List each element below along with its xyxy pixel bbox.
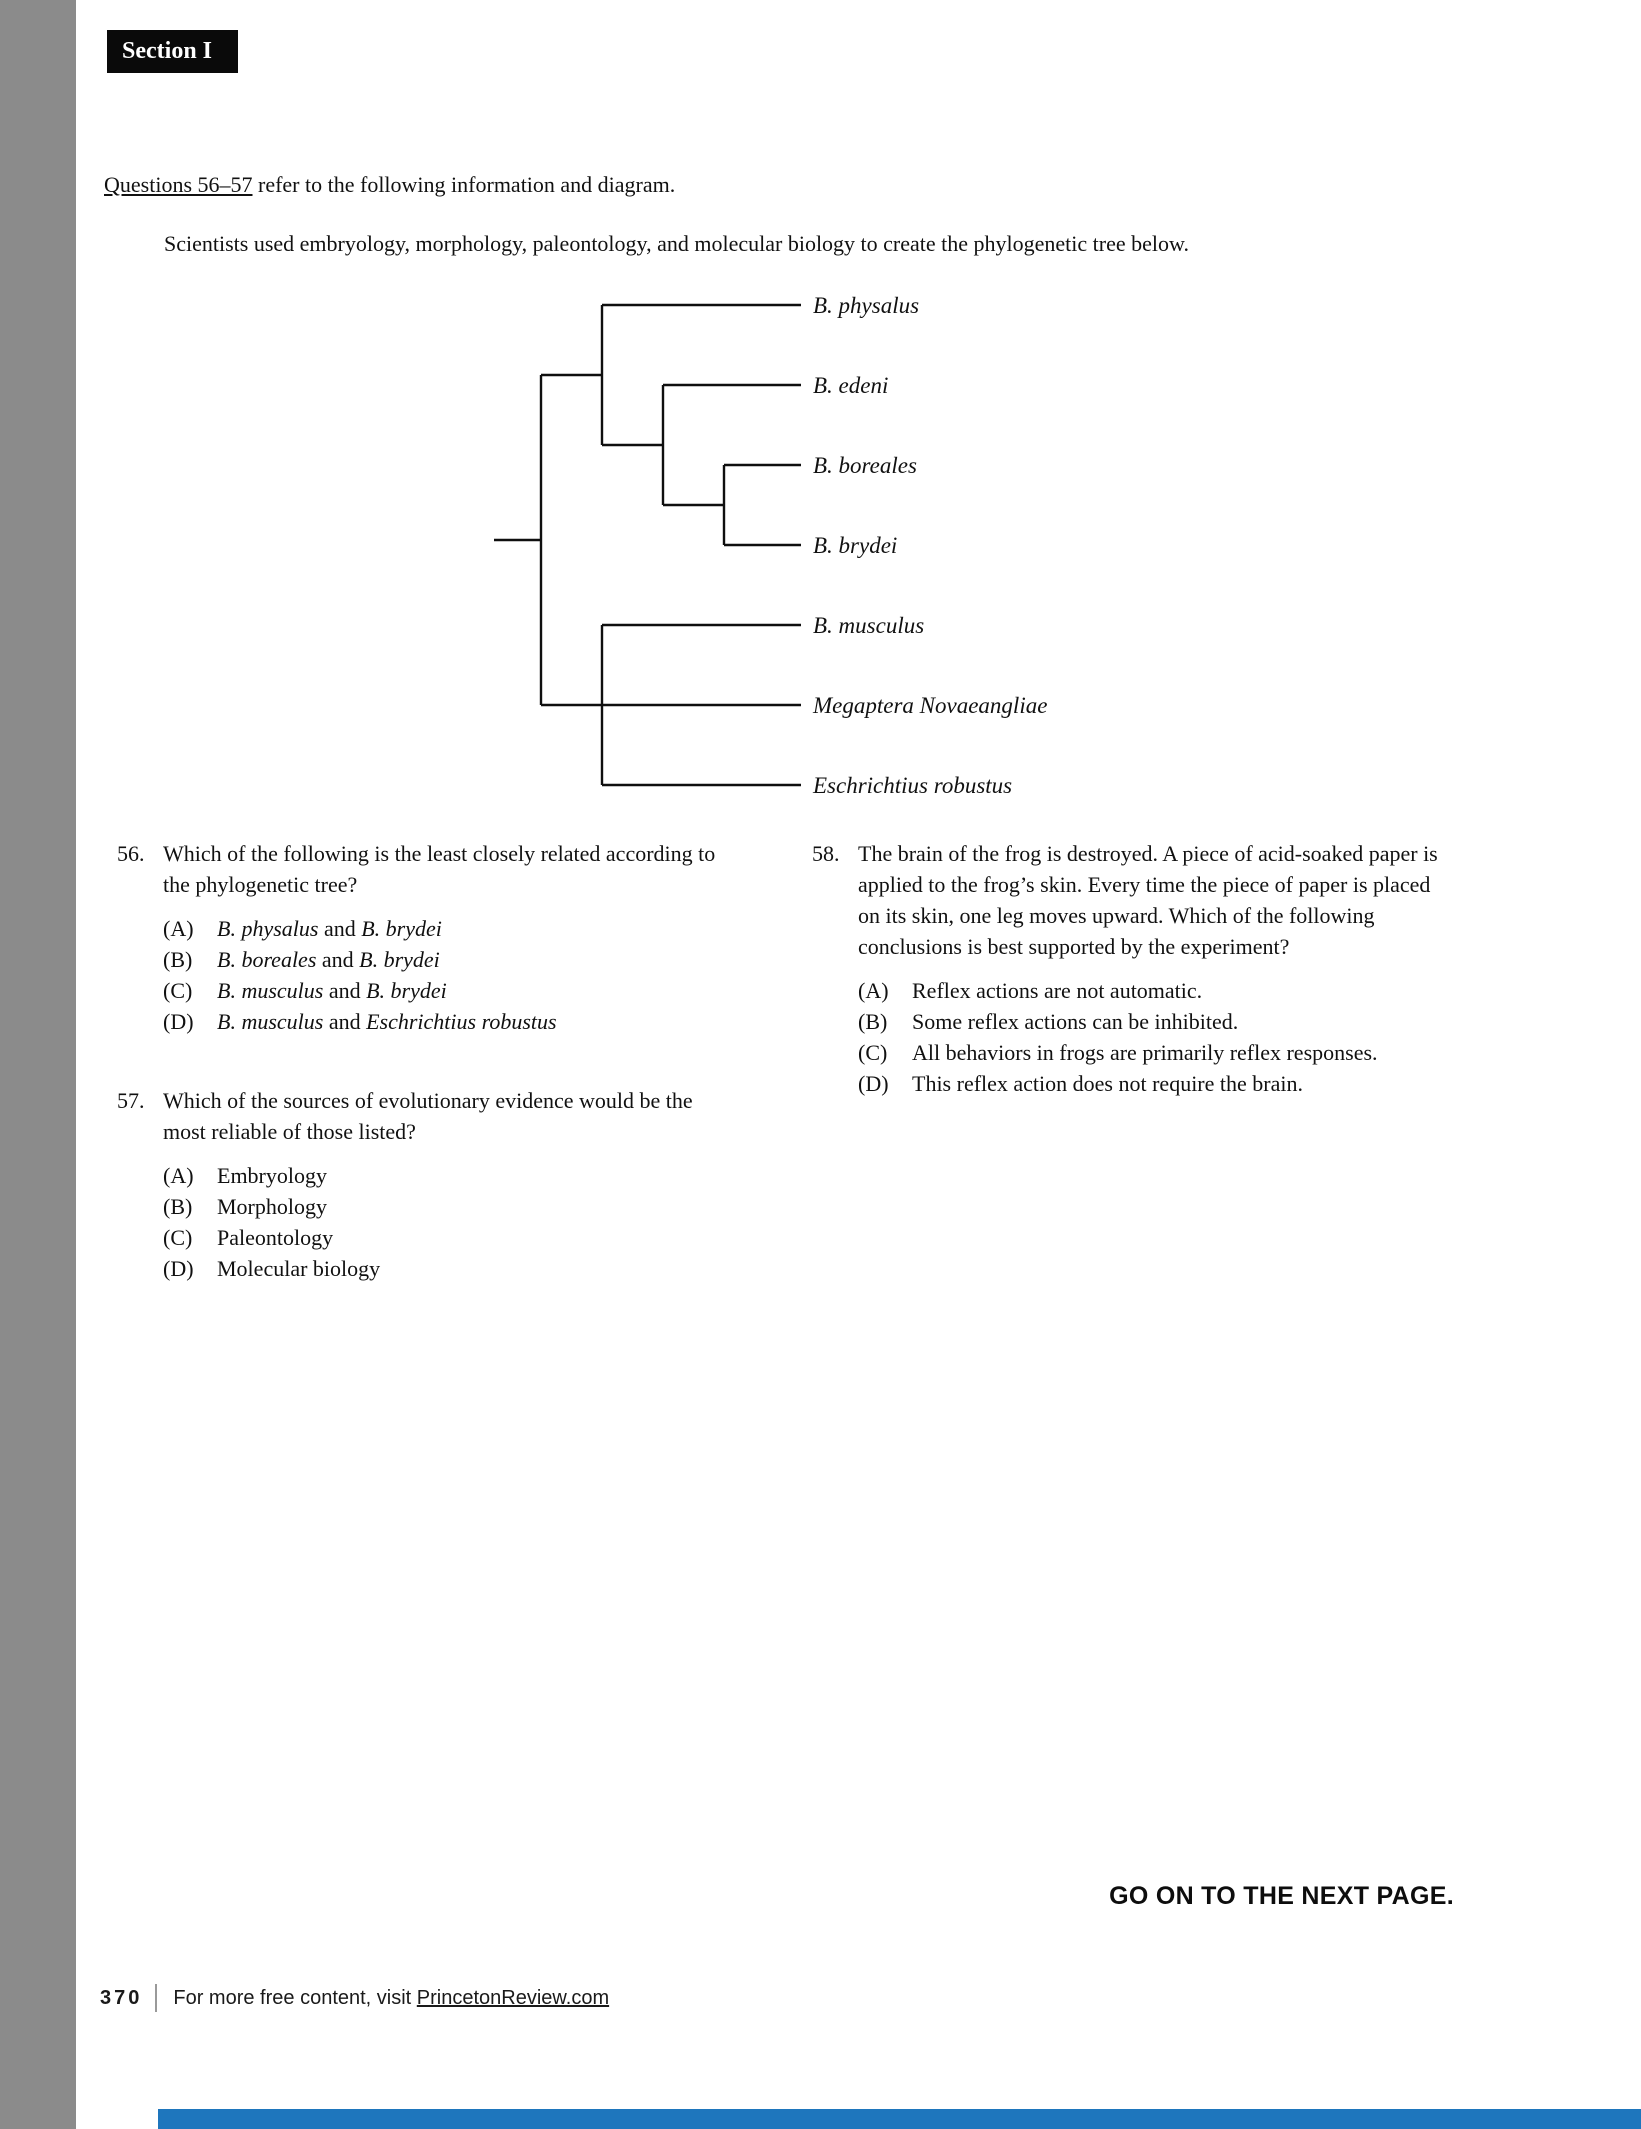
answer-choice [163, 1160, 723, 1191]
question-prompt: Which of the sources of evolutionary evidence would be the most reliable of those listed? [163, 1088, 693, 1144]
choice-letter: (B) [163, 1194, 193, 1219]
choice-letter: (C) [163, 1225, 193, 1250]
choice-text: Morphology [217, 1194, 327, 1219]
footer-text [173, 1987, 609, 2010]
choice-letter: (B) [858, 1009, 888, 1034]
question-prompt: The brain of the frog is destroyed. A piece of acid-soaked paper is applied to the frog’s skin. Every time the piece of paper is placed on its skin, one leg moves upward. Which of the following conclusions is best supported by the experiment? [858, 841, 1438, 959]
tree-taxon-label: B. boreales [813, 453, 917, 478]
choice-letter: (C) [163, 978, 193, 1003]
page-number: 370 [100, 1986, 143, 2009]
question-58 [812, 838, 1456, 1099]
tree-taxon-label: B. musculus [813, 613, 925, 638]
choice-text: Molecular biology [217, 1256, 381, 1281]
question-number: 57. [117, 1088, 145, 1113]
tree-taxon-label: B. edeni [813, 373, 889, 398]
tree-description: Scientists used embryology, morphology, paleontology, and molecular biology to create the phylogenetic tree below. [164, 231, 1189, 256]
section-label: Section I [107, 30, 238, 73]
answer-choice [163, 913, 723, 944]
choice-letter: (D) [163, 1009, 194, 1034]
phylogenetic-tree-diagram [0, 0, 1641, 900]
choice-letter: (C) [858, 1040, 888, 1065]
tree-taxon-label: B. brydei [813, 533, 898, 558]
questions-reference-rest: refer to the following information and diagram. [252, 172, 676, 197]
answer-choice [858, 975, 1456, 1006]
tree-taxon-label: B. physalus [813, 293, 920, 318]
choice-text: Some reflex actions can be inhibited. [912, 1009, 1239, 1034]
footer-text-prefix: For more free content, visit [173, 1986, 417, 2009]
question-57 [117, 1085, 723, 1284]
question-number: 58. [812, 841, 840, 866]
choice-letter: (B) [163, 947, 193, 972]
question-content [858, 838, 1456, 1099]
choice-letter: (D) [163, 1256, 194, 1281]
question-content [163, 1085, 723, 1284]
answer-choice [163, 975, 723, 1006]
choice-letter: (D) [858, 1071, 889, 1096]
tree-taxon-label: Eschrichtius robustus [813, 773, 1013, 798]
princeton-review-link[interactable]: PrincetonReview.com [416, 1986, 610, 2009]
answer-choice [163, 1191, 723, 1222]
answer-choice [163, 1222, 723, 1253]
question-prompt: Which of the following is the least closely related according to the phylogenetic tree? [163, 841, 716, 897]
questions-range: Questions 56–57 [104, 172, 253, 197]
page-footer [100, 1984, 609, 2012]
answer-choices [858, 975, 1456, 1099]
choice-text: B. boreales and B. brydei [217, 947, 440, 972]
choice-text: Embryology [217, 1163, 327, 1188]
answer-choices [163, 1160, 723, 1284]
tree-taxon-label: Megaptera Novaeangliae [813, 693, 1048, 718]
choice-text: B. physalus and B. brydei [217, 916, 442, 941]
answer-choice [858, 1006, 1456, 1037]
choice-letter: (A) [858, 978, 889, 1003]
choice-text: B. musculus and Eschrichtius robustus [217, 1009, 557, 1034]
choice-text: Reflex actions are not automatic. [912, 978, 1203, 1003]
go-on-instruction: GO ON TO THE NEXT PAGE. [1109, 1882, 1454, 1910]
answer-choice [858, 1037, 1456, 1068]
question-56 [117, 838, 723, 1037]
choice-letter: (A) [163, 1163, 194, 1188]
choice-text: B. musculus and B. brydei [217, 978, 447, 1003]
question-number: 56. [117, 841, 145, 866]
answer-choice [163, 1006, 723, 1037]
choice-text: This reflex action does not require the brain. [912, 1071, 1303, 1096]
answer-choice [163, 944, 723, 975]
choice-text: All behaviors in frogs are primarily reflex responses. [912, 1040, 1378, 1065]
answer-choice [858, 1068, 1456, 1099]
choice-letter: (A) [163, 916, 194, 941]
footer-divider [155, 1984, 157, 2012]
bottom-accent-bar [158, 2109, 1641, 2129]
question-content [163, 838, 723, 1037]
choice-text: Paleontology [217, 1225, 334, 1250]
answer-choice [163, 1253, 723, 1284]
answer-choices [163, 913, 723, 1037]
